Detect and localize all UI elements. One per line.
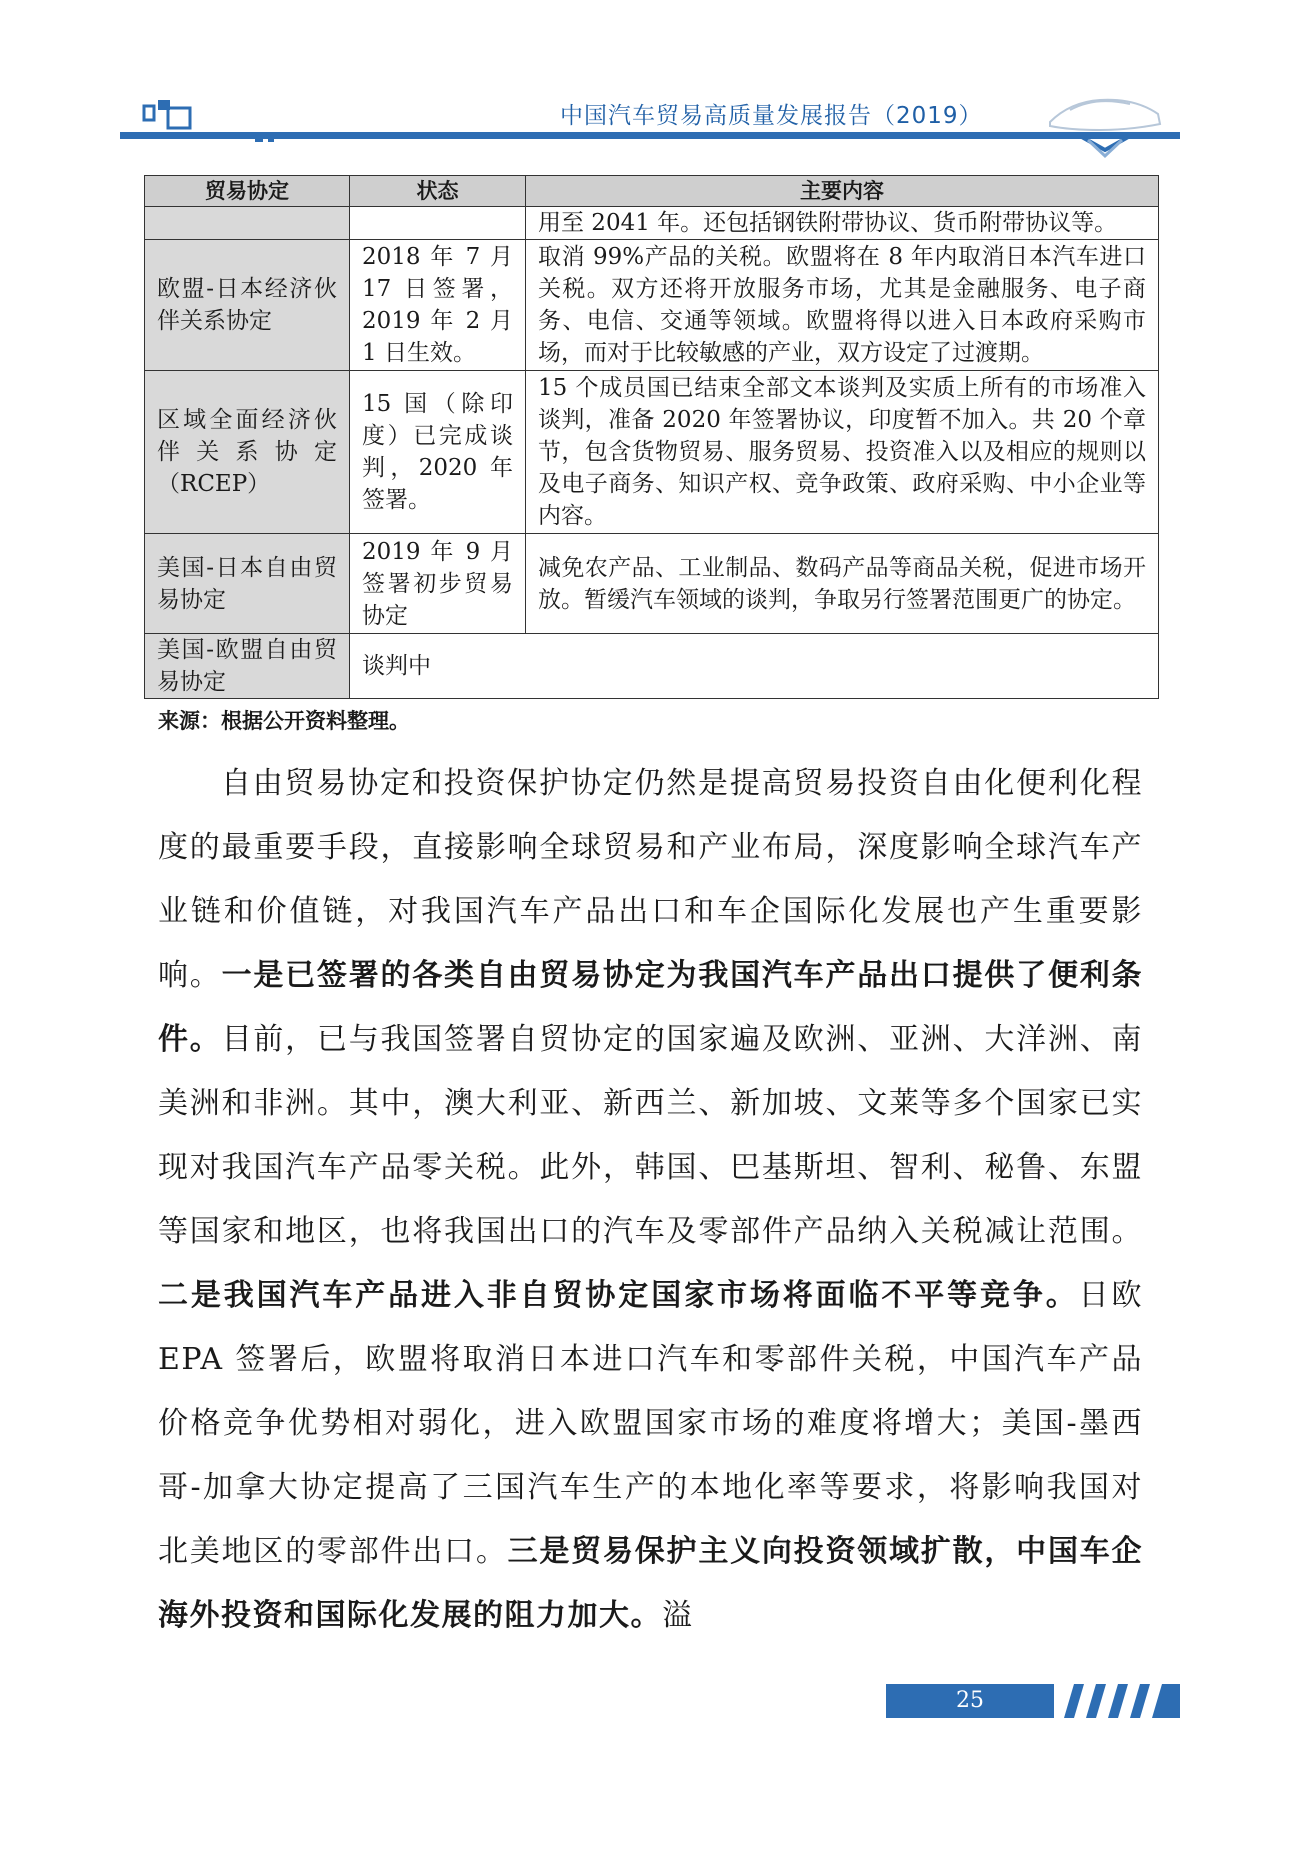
cell-content: 15 个成员国已结束全部文本谈判及实质上所有的市场准入谈判，准备 2020 年签署协议，印度暂不加入。共 20 个章节，包含货物贸易、服务贸易、投资准入以及相应的规则以及电子商务、知识产权、竞争政策、政府采购、中小企业等内容。 <box>526 371 1159 534</box>
running-header-title: 中国汽车贸易高质量发展报告（2019） <box>560 103 983 129</box>
body-paragraph <box>158 752 1143 1648</box>
cell-agreement: 美国-欧盟自由贸易协定 <box>145 634 350 699</box>
header-rule-accent <box>255 139 263 142</box>
cell-agreement: 美国-日本自由贸易协定 <box>145 534 350 634</box>
cell-status: 谈判中 <box>350 634 1159 699</box>
body-emphasis: 二是我国汽车产品进入非自贸协定国家市场将面临不平等竞争。 <box>158 1278 1079 1313</box>
cell-content: 取消 99%产品的关税。欧盟将在 8 年内取消日本汽车进口关税。双方还将开放服务市场，尤其是金融服务、电子商务、电信、交通等领域。欧盟将得以进入日本政府采购市场，而对于比较敏感的产业，双方设定了过渡期。 <box>526 240 1159 371</box>
column-header-status: 状态 <box>350 176 526 207</box>
report-logo-icon <box>142 96 198 132</box>
cell-content: 减免农产品、工业制品、数码产品等商品关税，促进市场开放。暂缓汽车领域的谈判，争取另行签署范围更广的协定。 <box>526 534 1159 634</box>
column-header-content: 主要内容 <box>526 176 1159 207</box>
footer-stripes-decoration <box>1056 1684 1180 1718</box>
page-number: 25 <box>956 1688 984 1713</box>
table-header-row <box>145 176 1159 207</box>
body-text: 溢 <box>662 1598 694 1633</box>
car-emblem-icon <box>1040 84 1170 164</box>
table-row <box>145 534 1159 634</box>
cell-status: 2019 年 9 月签署初步贸易协定 <box>350 534 526 634</box>
header-rule <box>120 132 1180 139</box>
table-row <box>145 371 1159 534</box>
table-row <box>145 240 1159 371</box>
table-source-note: 来源：根据公开资料整理。 <box>158 709 410 733</box>
body-text: 目前，已与我国签署自贸协定的国家遍及欧洲、亚洲、大洋洲、南美洲和非洲。其中，澳大利亚、新西兰、新加坡、文莱等多个国家已实现对我国汽车产品零关税。此外，韩国、巴基斯坦、智利、秘鲁、东盟等国家和地区，也将我国出口的汽车及零部件产品纳入关税减让范围。 <box>158 1022 1144 1249</box>
cell-status: 2018 年 7 月 17 日签署，2019 年 2 月 1 日生效。 <box>350 240 526 371</box>
cell-status <box>350 207 526 240</box>
table-row <box>145 634 1159 699</box>
cell-status: 15 国（除印度）已完成谈判，2020 年签署。 <box>350 371 526 534</box>
table-row <box>145 207 1159 240</box>
body-text: 自由贸易协定和投资保护协定仍然是提高贸易投资自由化便利化程度的最重要手段，直接影响全球贸易和产业布局，深度影响全球汽车产业链和价值链，对我国汽车产品出口和车企国际化发展也产生重要影响。 <box>158 766 1143 993</box>
column-header-agreement: 贸易协定 <box>145 176 350 207</box>
body-emphasis: 三是贸易保护主义向投资领域扩散，中国车企海外投资和国际化发展的阻力加大。 <box>158 1534 1144 1633</box>
body-emphasis: 一是已签署的各类自由贸易协定为我国汽车产品出口提供了便利条件。 <box>158 958 1144 1057</box>
body-text: 日欧 EPA 签署后，欧盟将取消日本进口汽车和零部件关税，中国汽车产品价格竞争优势相对弱化，进入欧盟国家市场的难度将增大；美国-墨西哥-加拿大协定提高了三国汽车生产的本地化率等要求，将影响我国对北美地区的零部件出口。 <box>158 1278 1144 1569</box>
cell-agreement: 区域全面经济伙伴关系协定（RCEP） <box>145 371 350 534</box>
header-rule-accent <box>268 139 274 142</box>
cell-agreement: 欧盟-日本经济伙伴关系协定 <box>145 240 350 371</box>
cell-agreement <box>145 207 350 240</box>
trade-agreements-table <box>144 175 1159 699</box>
cell-content: 用至 2041 年。还包括钢铁附带协议、货币附带协议等。 <box>526 207 1159 240</box>
